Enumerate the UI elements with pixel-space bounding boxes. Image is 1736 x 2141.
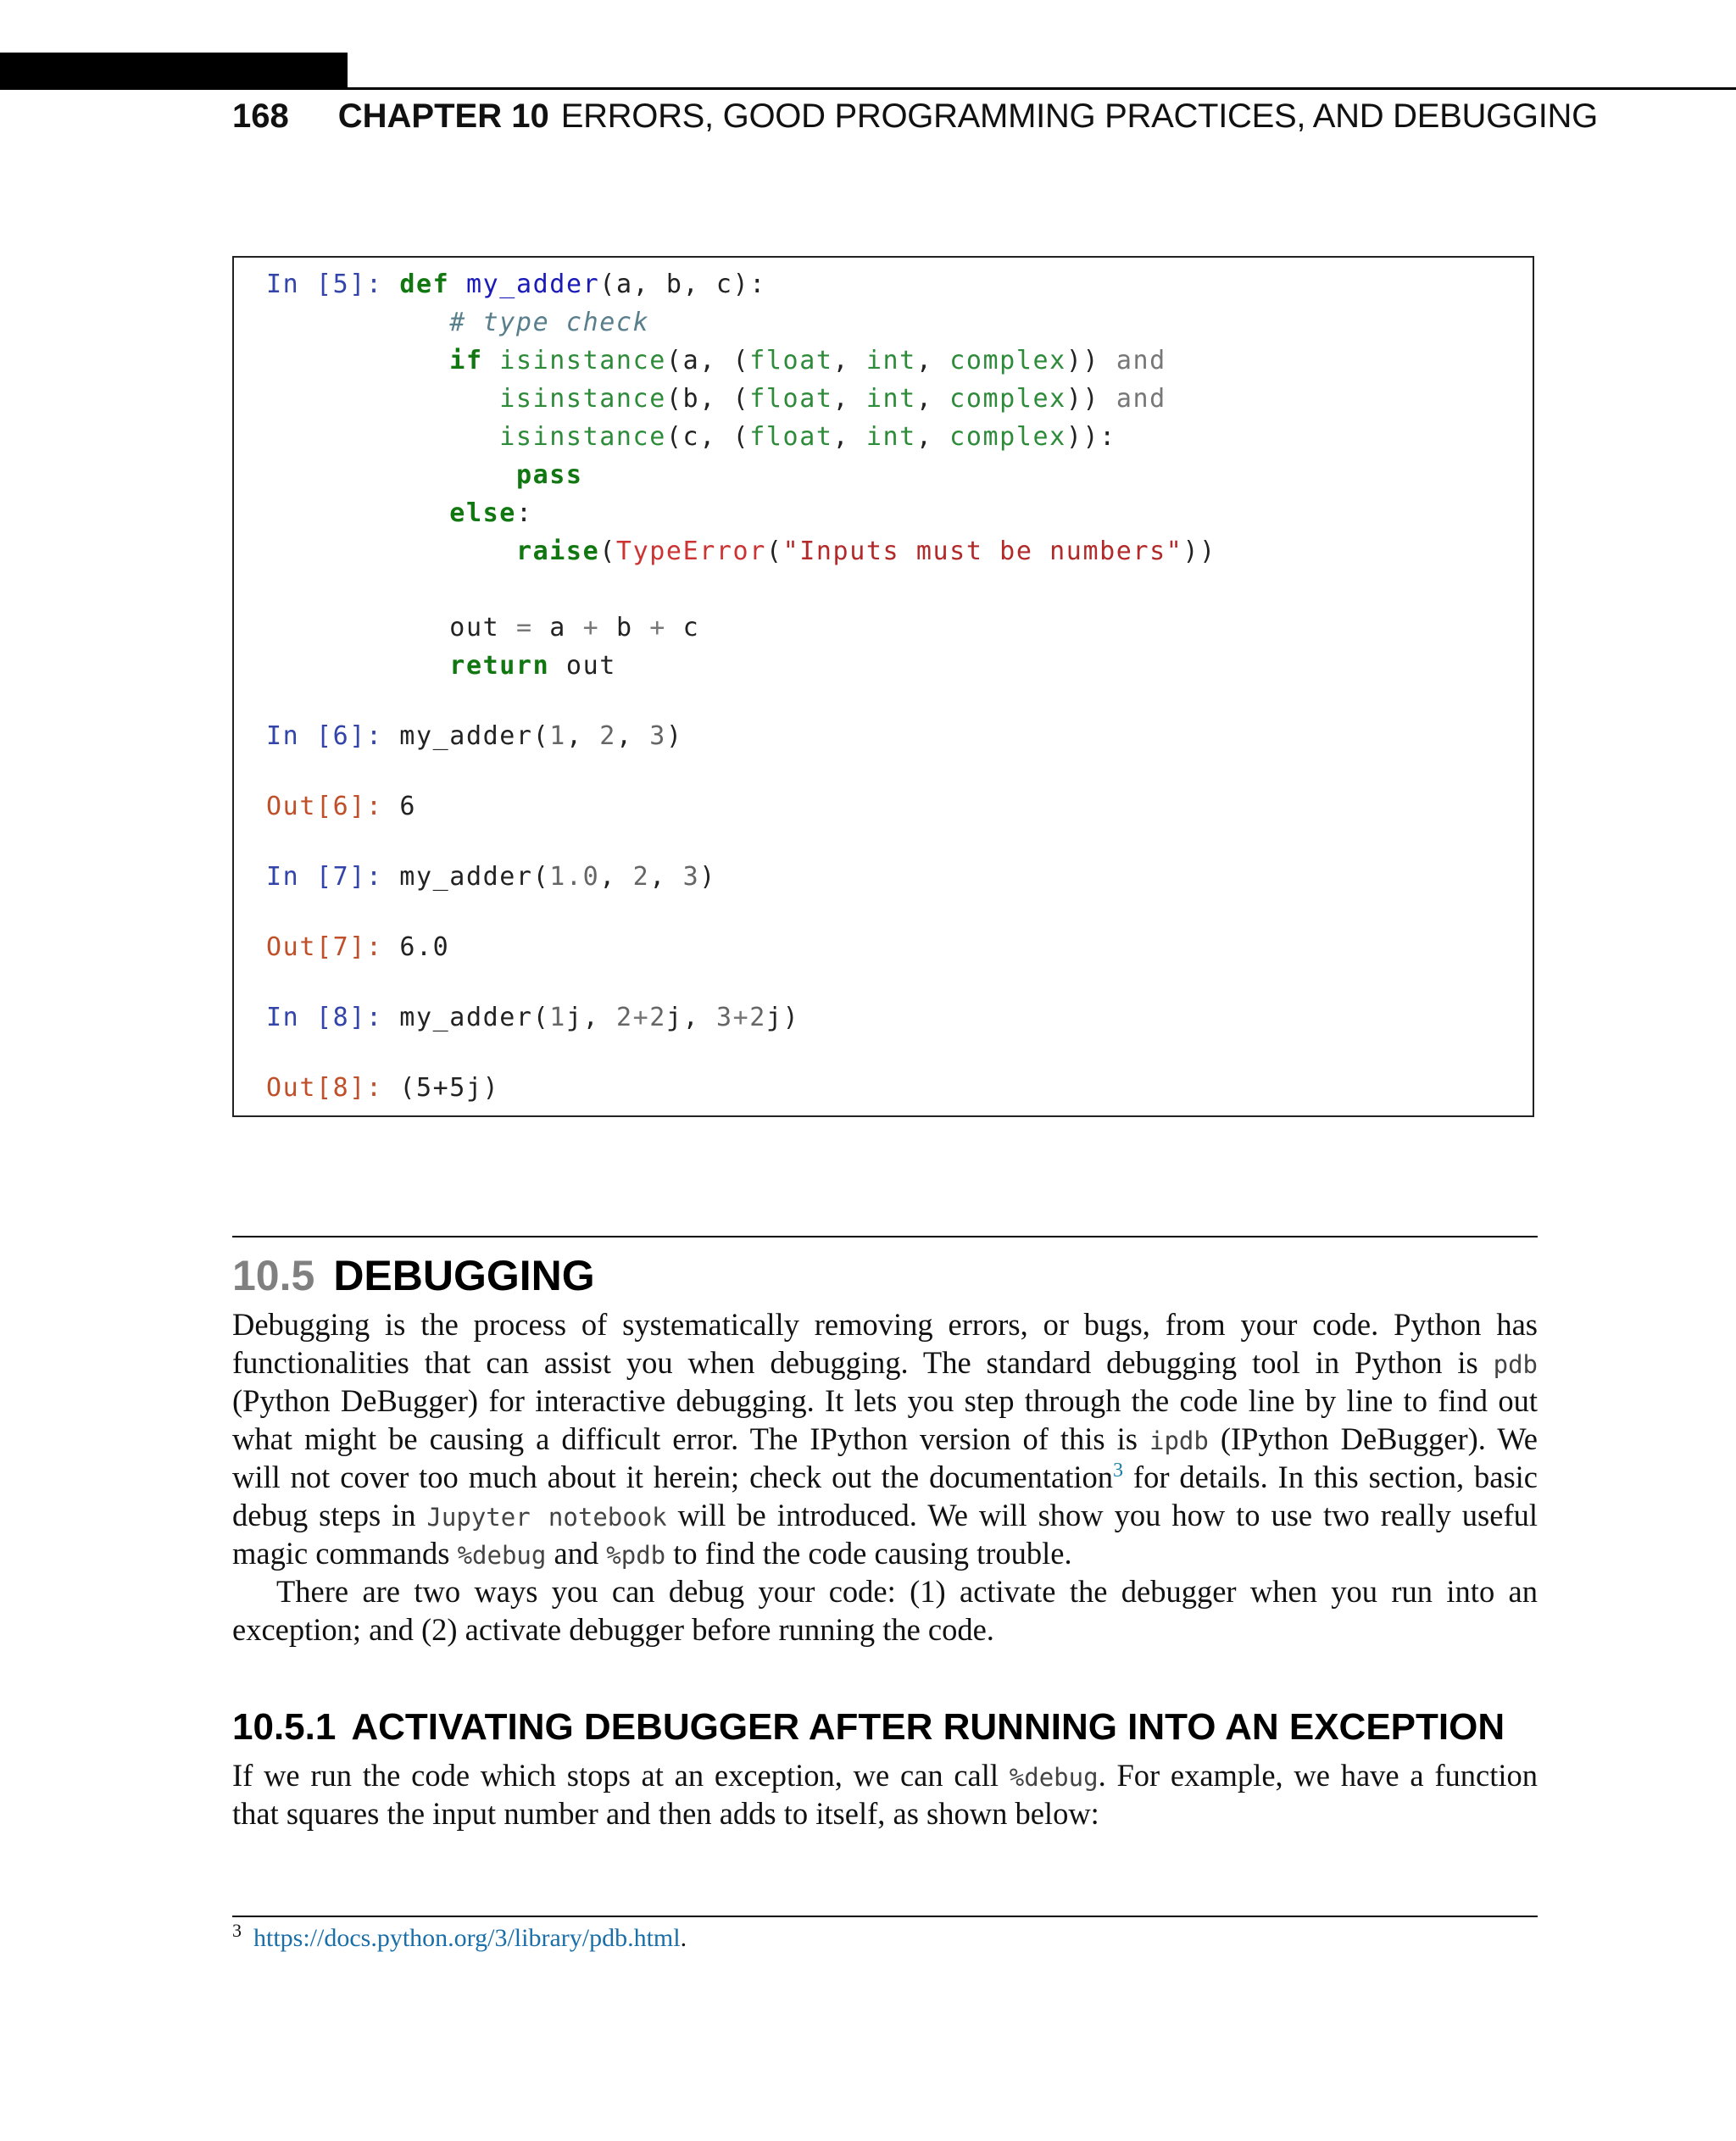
section-heading [232, 1246, 595, 1305]
out6-value: 6 [399, 792, 416, 821]
subsection-paragraph [232, 1756, 1538, 1832]
code-line-in7: In [7]: my_adder(1.0, 2, 3) [266, 862, 716, 892]
text-line: There are two ways you can debug your code: (1) activate the debugger when you run into an [276, 1574, 1538, 1609]
text-line: Debugging is the process of systematically removing errors, or bugs, from your code. Python has [232, 1307, 1538, 1342]
section-paragraph-1 [232, 1305, 1538, 1649]
text-line: (Python DeBugger) for interactive debugging. It lets you step through the code line by line to find out [232, 1383, 1538, 1418]
in5-prompt: In [5]: [266, 270, 383, 299]
code-line: # type check [449, 308, 650, 337]
code-line: if isinstance(a, (float, int, complex)) and [449, 346, 1166, 375]
text-line: debug steps in Jupyter notebook will be introduced. We will show you how to use two really useful [232, 1498, 1538, 1532]
header-black-bar [0, 53, 348, 90]
out6-prompt: Out[6]: [266, 792, 383, 821]
text-line: exception; and (2) activate debugger before running the code. [232, 1612, 994, 1647]
code-listing [232, 256, 1534, 1117]
code-line: else: [449, 498, 533, 528]
code-line: out = a + b + c [266, 613, 700, 642]
text-line: that squares the input number and then adds to itself, as shown below: [232, 1796, 1099, 1831]
code-line-in6: In [6]: my_adder(1, 2, 3) [266, 721, 683, 751]
footnote [232, 1917, 687, 1960]
code-line-in5: In [5]: def my_adder(a, b, c): [266, 270, 766, 299]
code-line-out8 [266, 1071, 499, 1105]
out7-prompt: Out[7]: [266, 932, 383, 962]
text-line: magic commands %debug and %pdb to find the code causing trouble. [232, 1536, 1072, 1571]
text-line: what might be causing a difficult error. The IPython version of this is ipdb (IPython DeBugger). We [232, 1421, 1538, 1456]
code-line-out6 [266, 790, 416, 824]
section-number: 10.5 [232, 1252, 315, 1299]
code-line: return out [449, 651, 616, 681]
header-rule [348, 87, 1736, 90]
footnote-trailing: . [680, 1924, 687, 1952]
code-line: isinstance(c, (float, int, complex)): [499, 422, 1116, 452]
out8-value: (5+5j) [399, 1073, 500, 1103]
section-rule [232, 1236, 1538, 1237]
footnote-mark: 3 [232, 1920, 242, 1941]
code-line: raise(TypeError("Inputs must be numbers")) [515, 537, 1216, 566]
code-line: pass [515, 460, 583, 490]
in7-prompt: In [7]: [266, 862, 383, 892]
code-line: isinstance(b, (float, int, complex)) and [499, 384, 1166, 414]
code-line-out7 [266, 931, 449, 965]
out8-prompt: Out[8]: [266, 1073, 383, 1103]
code-line-in8: In [8]: my_adder(1j, 2+2j, 3+2j) [266, 1003, 800, 1032]
footnote-link[interactable]: https://docs.python.org/3/library/pdb.html [253, 1924, 681, 1952]
page-number: 168 [232, 97, 289, 135]
in8-prompt: In [8]: [266, 1003, 383, 1032]
text-line: will not cover too much about it herein; check out the documentation$^3$ for details. In this section, basic [232, 1459, 1538, 1494]
subsection-title: ACTIVATING DEBUGGER AFTER RUNNING INTO AN EXCEPTION [351, 1706, 1505, 1748]
chapter-label: CHAPTER 10 [337, 97, 549, 135]
text-line: functionalities that can assist you when debugging. The standard debugging tool in Python is pdb [232, 1345, 1538, 1380]
running-header [232, 95, 1598, 137]
section-title: DEBUGGING [333, 1252, 595, 1299]
text-line: If we run the code which stops at an exception, we can call %debug. For example, we have a function [232, 1758, 1538, 1793]
subsection-heading [232, 1702, 1505, 1753]
out7-value: 6.0 [399, 932, 450, 962]
footnote-ref[interactable]: 3 [1113, 1459, 1124, 1482]
subsection-number: 10.5.1 [232, 1706, 337, 1748]
chapter-title: ERRORS, GOOD PROGRAMMING PRACTICES, AND DEBUGGING [560, 97, 1598, 135]
in6-prompt: In [6]: [266, 721, 383, 751]
